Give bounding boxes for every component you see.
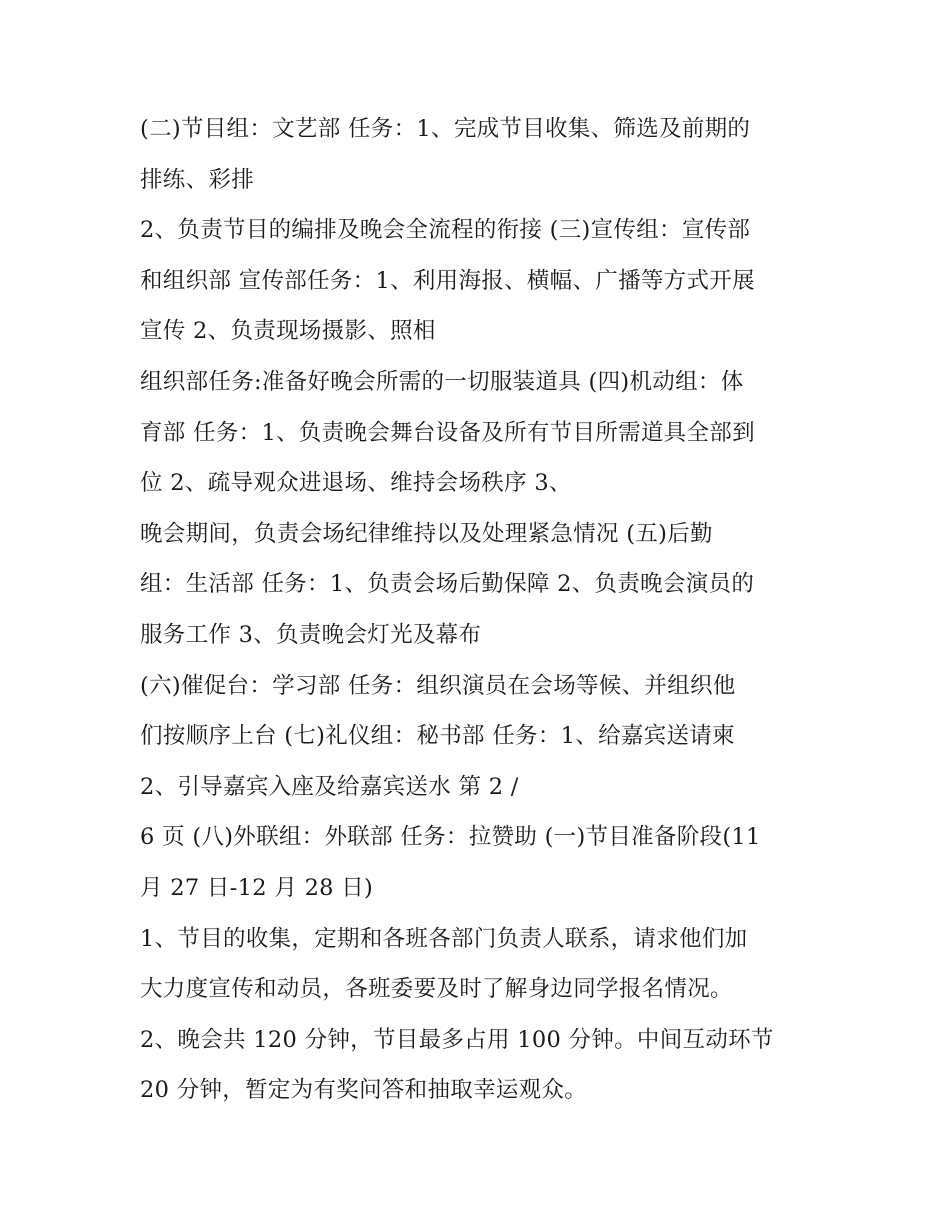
text-line-6: 组织部任务:准备好晚会所需的一切服装道具 (四)机动组：体 — [140, 369, 744, 395]
text-line-9: 晚会期间，负责会场纪律维持以及处理紧急情况 (五)后勤 — [140, 521, 713, 547]
text-line-7: 育部 任务：1、负责晚会舞台设备及所有节目所需道具全部到 — [140, 420, 755, 446]
text-line-4: 和组织部 宣传部任务：1、利用海报、横幅、广播等方式开展 — [140, 268, 755, 294]
text-line-18: 大力度宣传和动员，各班委要及时了解身边同学报名情况。 — [140, 976, 733, 1002]
text-line-10: 组：生活部 任务：1、负责会场后勤保障 2、负责晚会演员的 — [140, 571, 755, 597]
text-line-12: (六)催促台：学习部 任务：组织演员在会场等候、并组织他 — [140, 673, 736, 699]
text-line-5: 宣传 2、负责现场摄影、照相 — [140, 318, 436, 344]
text-line-15: 6 页 (八)外联组：外联部 任务：拉赞助 (一)节目准备阶段(11 — [140, 824, 761, 850]
text-line-1: (二)节目组：文艺部 任务：1、完成节目收集、筛选及前期的 — [140, 116, 751, 142]
text-line-16: 月 27 日-12 月 28 日) — [140, 875, 374, 901]
text-line-8: 位 2、疏导观众进退场、维持会场秩序 3、 — [140, 470, 572, 496]
text-line-14: 2、引导嘉宾入座及给嘉宾送水 第 2 / — [140, 774, 519, 800]
text-line-13: 们按顺序上台 (七)礼仪组：秘书部 任务：1、给嘉宾送请柬 — [140, 723, 735, 749]
text-line-17: 1、节目的收集，定期和各班各部门负责人联系，请求他们加 — [140, 926, 748, 952]
text-line-20: 20 分钟，暂定为有奖问答和抽取幸运观众。 — [140, 1077, 588, 1103]
text-line-2: 排练、彩排 — [140, 167, 255, 193]
text-line-19: 2、晚会共 120 分钟，节目最多占用 100 分钟。中间互动环节 — [140, 1027, 774, 1053]
text-line-11: 服务工作 3、负责晚会灯光及幕布 — [140, 622, 482, 648]
text-line-3: 2、负责节目的编排及晚会全流程的衔接 (三)宣传组：宣传部 — [140, 217, 751, 243]
